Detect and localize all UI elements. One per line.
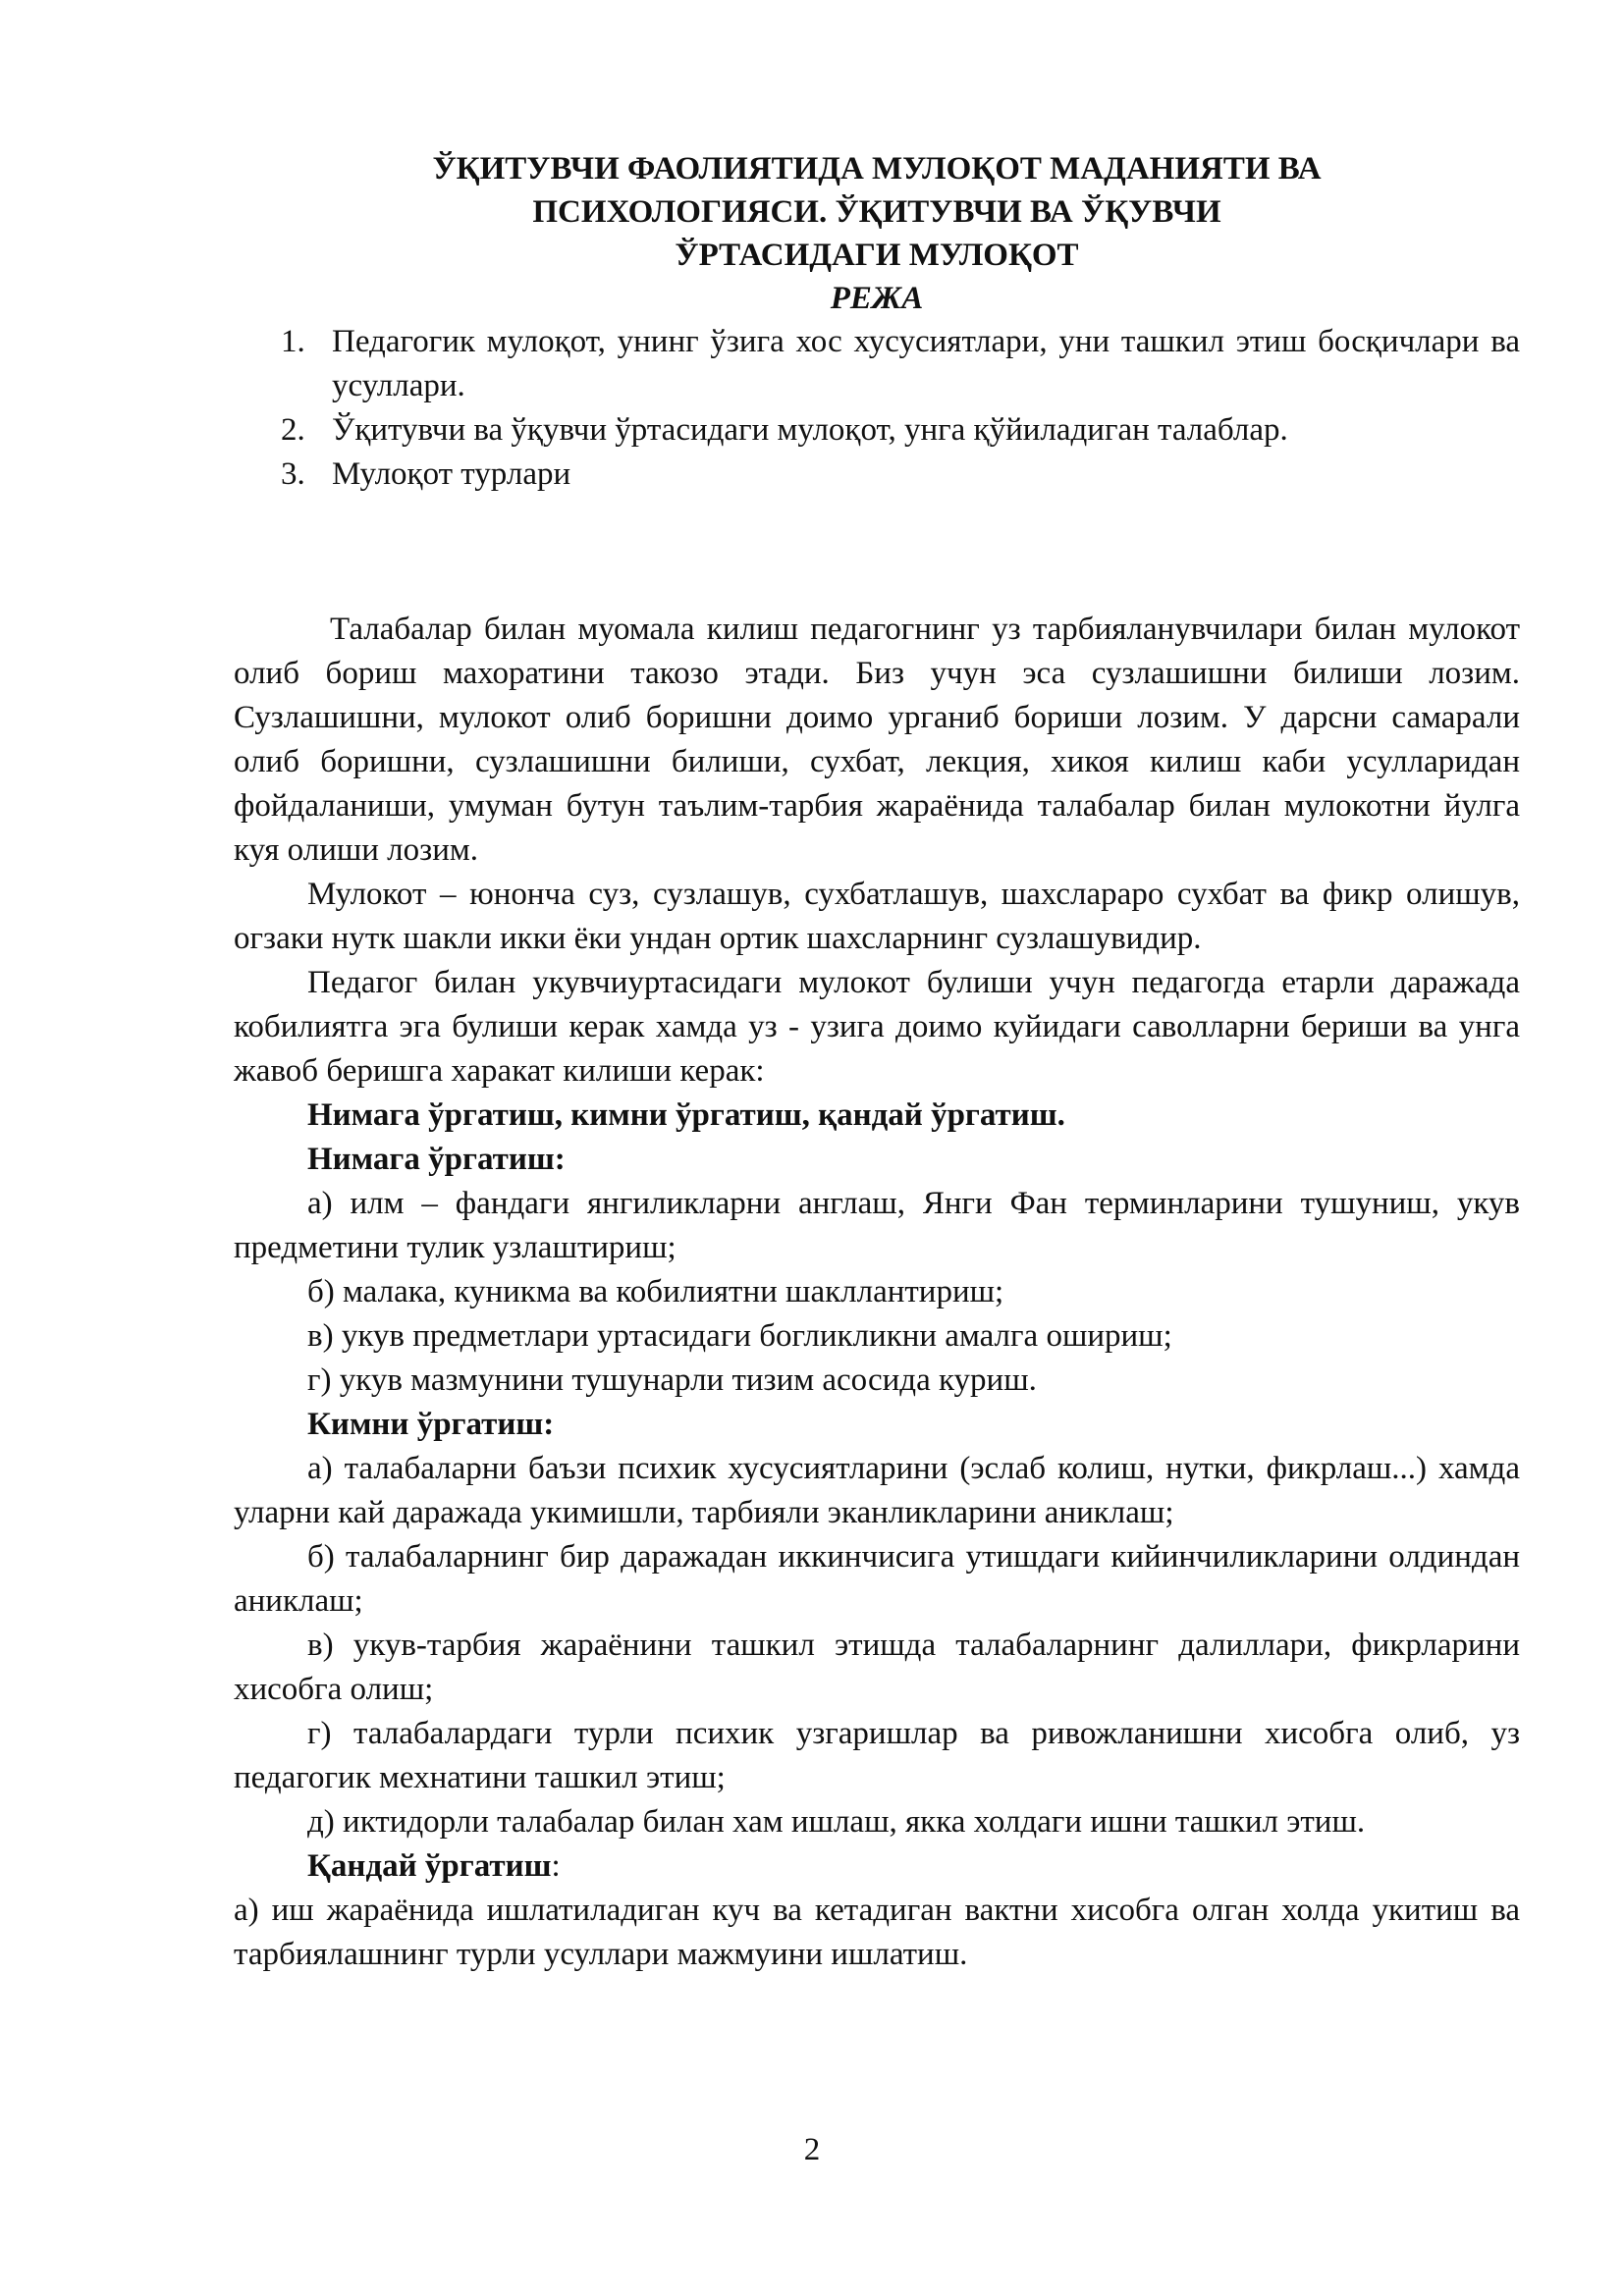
- item-what-a: а) илм – фандаги янгиликларни англаш, Янги Фан терминларини тушуниш, укув предметини тулик узлаштириш;: [234, 1186, 1520, 1265]
- item-whom-g: г) талабалардаги турли психик узгаришлар ва ривожланишни хисобга олиб, уз педагогик мехнатини ташкил этиш;: [234, 1716, 1520, 1795]
- page-number: 2: [803, 2132, 821, 2167]
- plan-item-number: 1.: [281, 324, 305, 359]
- item-whom-d: д) иктидорли талабалар билан хам ишлаш, якка холдаги ишни ташкил этиш.: [307, 1804, 1366, 1840]
- subheading-how-colon: :: [551, 1848, 561, 1884]
- body-paragraph-2: Мулокот – юнонча суз, сузлашув, сухбатлашув, шахслараро сухбат ва фикр олишув, огзаки нутк шакли икки ёки ундан ортик шахсларнинг сузлашувидир.: [234, 877, 1520, 956]
- document-page: [234, 147, 1520, 1977]
- plan-list: [234, 320, 1520, 497]
- body-paragraph-1: Талабалар билан муомала килиш педагогнинг уз тарбияланувчилари билан мулокот олиб бориш махоратини такозо этади. Биз учун эса сузлашишни билиши лозим. Сузлашишни, мулокот олиб боришни доимо урганиб бориши лозим. У дарсни самарали олиб боришни, сузлашишни билиши, сухбат, лекция, хикоя килиш каби усулларидан фойдаланиши, умуман бутун таълим-тарбия жараёнида талабалар билан мулокотни йулга куя олиши лозим.: [234, 612, 1520, 868]
- item-whom-b: б) талабаларнинг бир даражадан иккинчисига утишдаги кийинчиликларини олдиндан аниклаш;: [234, 1539, 1520, 1619]
- plan-item-number: 2.: [281, 412, 305, 448]
- plan-heading: РЕЖА: [830, 281, 924, 316]
- title-line-2: ПСИХОЛОГИЯСИ. ЎҚИТУВЧИ ВА ЎҚУВЧИ: [532, 194, 1221, 230]
- item-how-a: а) иш жараёнида ишлатиладиган куч ва кетадиган вактни хисобга олган холда укитиш ва тарбиялашнинг турли усуллари мажмуини ишлатиш.: [234, 1893, 1520, 1972]
- title-line-1: ЎҚИТУВЧИ ФАОЛИЯТИДА МУЛОҚОТ МАДАНИЯТИ ВА: [432, 151, 1322, 187]
- item-what-g: г) укув мазмунини тушунарли тизим асосида куриш.: [307, 1362, 1037, 1398]
- item-whom-a: а) талабаларни баъзи психик хусусиятларини (эслаб колиш, нутки, фикрлаш...) хамда уларни кай даражада укимишли, тарбияли эканликларини аниклаш;: [234, 1451, 1520, 1530]
- plan-item-number: 3.: [281, 456, 305, 492]
- item-what-b: б) малака, куникма ва кобилиятни шакллантириш;: [307, 1274, 1004, 1309]
- item-whom-v: в) укув-тарбия жараёнини ташкил этишда талабаларнинг далиллари, фикрларини хисобга олиш;: [234, 1628, 1520, 1707]
- subheading-how-to-teach: [234, 1844, 1520, 1889]
- subheading-questions: Нимага ўргатиш, кимни ўргатиш, қандай ўргатиш.: [307, 1097, 1065, 1133]
- plan-item-text: Педагогик мулоқот, унинг ўзига хос хусусиятлари, уни ташкил этиш босқичлари ва усуллари.: [332, 324, 1520, 403]
- plan-item: [234, 453, 1520, 497]
- plan-item-text: Мулоқот турлари: [332, 456, 571, 492]
- subheading-whom-to-teach: Кимни ўргатиш:: [307, 1407, 555, 1442]
- body-paragraph-3: Педагог билан укувчиуртасидаги мулокот булиши учун педагогда етарли даражада кобилиятга эга булиши керак хамда уз - узига доимо куйидаги саволларни бериши ва унга жавоб беришга харакат килиши керак:: [234, 965, 1520, 1089]
- section-spacer: [234, 497, 1520, 608]
- plan-item-text: Ўқитувчи ва ўқувчи ўртасидаги мулоқот, унга қўйиладиган талаблар.: [332, 412, 1288, 448]
- plan-item: [234, 320, 1520, 408]
- item-what-v: в) укув предметлари уртасидаги богликликни амалга ошириш;: [307, 1318, 1172, 1354]
- plan-item: [234, 408, 1520, 453]
- subheading-what-to-teach: Нимага ўргатиш:: [307, 1142, 566, 1177]
- subheading-how-to-teach-text: Қандай ўргатиш: [307, 1848, 552, 1884]
- document-title: [234, 147, 1520, 277]
- title-line-3: ЎРТАСИДАГИ МУЛОҚОТ: [675, 238, 1079, 273]
